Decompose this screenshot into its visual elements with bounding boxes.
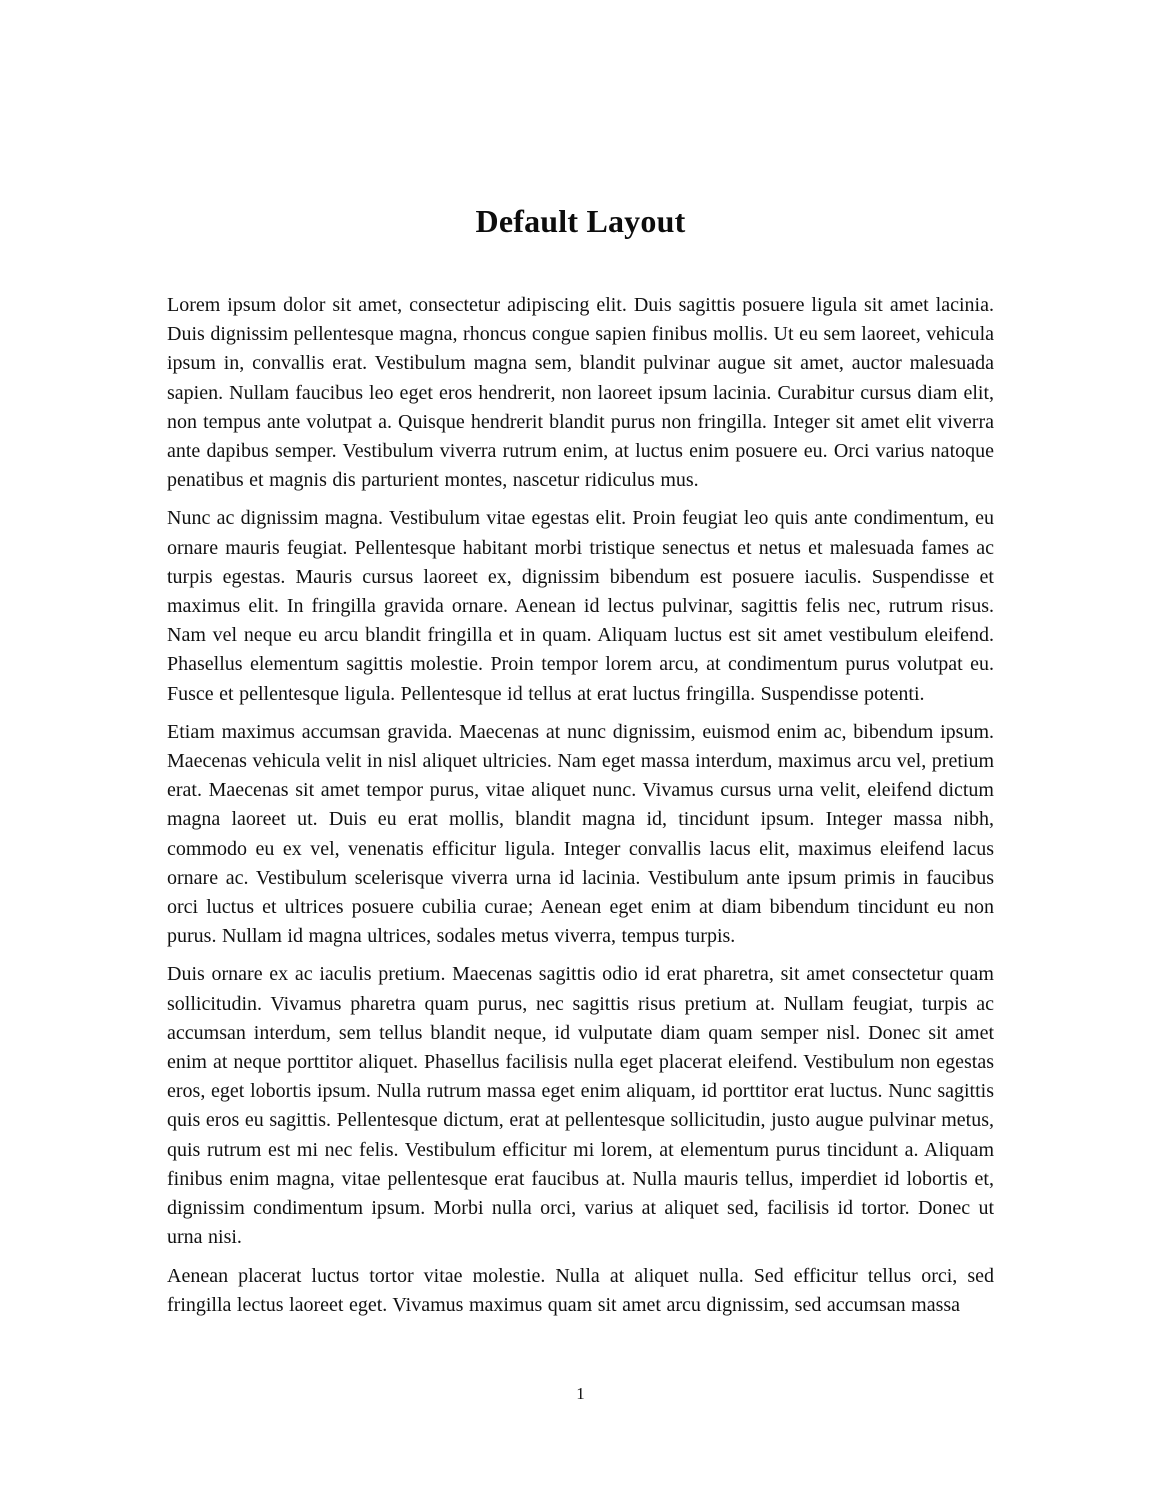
body-paragraph: Nunc ac dignissim magna. Vestibulum vitae egestas elit. Proin feugiat leo quis ante condimentum, eu ornare mauris feugiat. Pellentesque habitant morbi tristique senectus et netus et malesuada fames ac turpis egestas. Mauris cursus laoreet ex, dignissim bibendum est posuere iaculis. Suspendisse et maximus elit. In fringilla gravida ornare. Aenean id lectus pulvinar, sagittis felis nec, rutrum risus. Nam vel neque eu arcu blandit fringilla et in quam. Aliquam luctus est sit amet vestibulum eleifend. Phasellus elementum sagittis molestie. Proin tempor lorem arcu, at condimentum purus volutpat eu. Fusce et pellentesque ligula. Pellentesque id tellus at erat luctus fringilla. Suspendisse potenti. (167, 507, 994, 705)
document-body (167, 291, 994, 1329)
body-paragraph: Aenean placerat luctus tortor vitae molestie. Nulla at aliquet nulla. Sed efficitur tellus orci, sed fringilla lectus laoreet eget. Vivamus maximus quam sit amet arcu dignissim, sed accumsan massa (167, 1264, 994, 1316)
body-paragraph: Etiam maximus accumsan gravida. Maecenas at nunc dignissim, euismod enim ac, bibendum ipsum. Maecenas vehicula velit in nisl aliquet ultricies. Nam eget massa interdum, maximus arcu vel, pretium erat. Maecenas sit amet tempor purus, vitae aliquet nunc. Vivamus cursus urna velit, eleifend dictum magna laoreet ut. Duis eu erat mollis, blandit magna id, tincidunt ipsum. Integer massa nibh, commodo eu ex vel, venenatis efficitur ligula. Integer convallis lacus elit, maximus eleifend lacus ornare ac. Vestibulum scelerisque viverra urna id lacinia. Vestibulum ante ipsum primis in faucibus orci luctus et ultrices posuere cubilia curae; Aenean eget enim at diam bibendum tincidunt eu non purus. Nullam id magna ultrices, sodales metus viverra, tempus turpis. (167, 720, 994, 948)
body-paragraph: Duis ornare ex ac iaculis pretium. Maecenas sagittis odio id erat pharetra, sit amet consectetur quam sollicitudin. Vivamus pharetra quam purus, nec sagittis risus pretium at. Nullam feugiat, turpis ac accumsan interdum, sem tellus blandit neque, id vulputate diam quam semper nisl. Donec sit amet enim at neque porttitor aliquet. Phasellus facilisis nulla eget placerat eleifend. Vestibulum non egestas eros, eget lobortis ipsum. Nulla rutrum massa eget enim aliquam, id porttitor erat luctus. Nunc sagittis quis eros eu sagittis. Pellentesque dictum, erat at pellentesque sollicitudin, justo augue pulvinar metus, quis rutrum est mi nec felis. Vestibulum efficitur mi lorem, at elementum purus tincidunt a. Aliquam finibus enim magna, vitae pellentesque erat faucibus at. Nulla mauris tellus, imperdiet id lobortis et, dignissim condimentum ipsum. Morbi nulla orci, varius at aliquet sed, facilisis id tortor. Donec ut urna nisi. (167, 963, 994, 1249)
document-title: Default Layout (475, 203, 686, 239)
body-paragraph: Lorem ipsum dolor sit amet, consectetur adipiscing elit. Duis sagittis posuere ligula sit amet lacinia. Duis dignissim pellentesque magna, rhoncus congue sapien finibus mollis. Ut eu sem laoreet, vehicula ipsum in, convallis erat. Vestibulum magna sem, blandit pulvinar augue sit amet, auctor malesuada sapien. Nullam faucibus leo eget eros hendrerit, non laoreet ipsum lacinia. Curabitur cursus diam elit, non tempus ante volutpat a. Quisque hendrerit blandit purus non fringilla. Integer sit amet elit viverra ante dapibus semper. Vestibulum viverra rutrum enim, at luctus enim posuere eu. Orci varius natoque penatibus et magnis dis parturient montes, nascetur ridiculus mus. (167, 294, 994, 492)
page-number: 1 (576, 1384, 585, 1403)
